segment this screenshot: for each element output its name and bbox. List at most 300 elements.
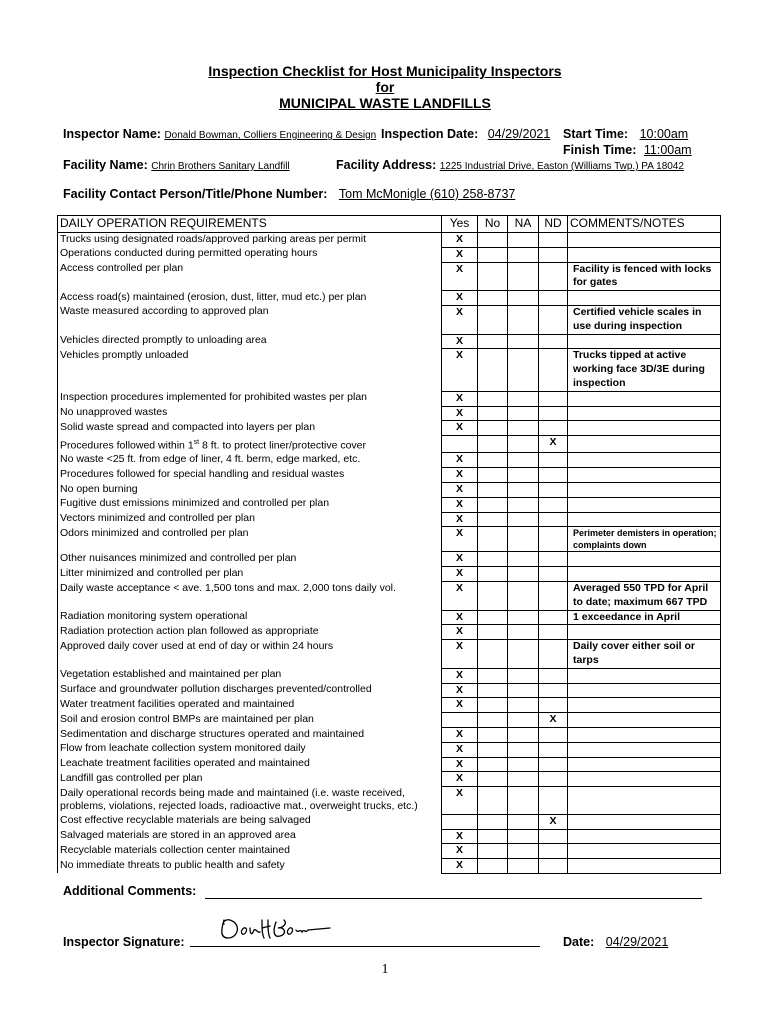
comment-cell <box>568 453 721 468</box>
mark-yes: X <box>442 787 478 815</box>
mark-nd <box>539 625 568 640</box>
requirement-text: Water treatment facilities operated and maintained <box>60 697 295 710</box>
requirement-cell <box>58 772 442 787</box>
mark-no <box>478 247 508 262</box>
comment-cell <box>568 742 721 757</box>
mark-na <box>508 772 539 787</box>
comment-cell <box>568 757 721 772</box>
mark-yes <box>442 436 478 453</box>
mark-no <box>478 391 508 406</box>
comment-cell <box>568 728 721 743</box>
mark-no <box>478 787 508 815</box>
mark-nd <box>539 582 568 611</box>
facility-name-row <box>63 158 290 172</box>
table-row <box>58 262 721 291</box>
mark-yes: X <box>442 772 478 787</box>
mark-no <box>478 829 508 844</box>
mark-no <box>478 814 508 829</box>
mark-yes: X <box>442 610 478 625</box>
requirement-text: Recyclable materials collection center maintained <box>60 843 290 856</box>
mark-yes: X <box>442 757 478 772</box>
mark-nd <box>539 640 568 669</box>
requirement-cell <box>58 698 442 713</box>
requirement-text: Other nuisances minimized and controlled per plan <box>60 551 297 564</box>
table-row <box>58 406 721 421</box>
comment-cell <box>568 829 721 844</box>
mark-yes: X <box>442 291 478 306</box>
col-nd: ND <box>539 216 568 233</box>
comment-cell <box>568 291 721 306</box>
comment-cell <box>568 625 721 640</box>
mark-yes: X <box>442 859 478 874</box>
mark-yes: X <box>442 421 478 436</box>
table-row <box>58 567 721 582</box>
requirement-text-tail: 8 ft. to protect liner/protective cover <box>199 439 367 452</box>
mark-yes: X <box>442 262 478 291</box>
mark-no <box>478 291 508 306</box>
mark-no <box>478 772 508 787</box>
mark-na <box>508 742 539 757</box>
requirement-cell <box>58 787 442 815</box>
requirement-text: Approved daily cover used at end of day or within 24 hours <box>60 639 334 652</box>
requirement-text: Daily waste acceptance < ave. 1,500 tons and max. 2,000 tons daily vol. <box>60 581 396 594</box>
additional-comments-label: Additional Comments: <box>63 884 197 898</box>
mark-nd <box>539 527 568 552</box>
requirement-cell <box>58 483 442 498</box>
requirement-cell <box>58 512 442 527</box>
requirement-text: Soil and erosion control BMPs are maintained per plan <box>60 712 314 725</box>
mark-no <box>478 683 508 698</box>
mark-no <box>478 567 508 582</box>
requirement-cell <box>58 291 442 306</box>
requirement-cell <box>58 814 442 829</box>
requirement-cell <box>58 742 442 757</box>
mark-no <box>478 421 508 436</box>
mark-yes: X <box>442 668 478 683</box>
requirement-text: Vehicles promptly unloaded <box>60 348 189 361</box>
mark-na <box>508 483 539 498</box>
requirement-text: Litter minimized and controlled per plan <box>60 566 244 579</box>
requirement-text: Vegetation established and maintained per plan <box>60 668 282 681</box>
mark-na <box>508 625 539 640</box>
table-row <box>58 610 721 625</box>
requirement-cell <box>58 406 442 421</box>
comment-cell: Facility is fenced with locks for gates <box>568 262 721 291</box>
mark-nd <box>539 497 568 512</box>
mark-na <box>508 391 539 406</box>
table-row <box>58 683 721 698</box>
mark-no <box>478 844 508 859</box>
mark-nd <box>539 728 568 743</box>
table-row <box>58 787 721 815</box>
mark-no <box>478 668 508 683</box>
mark-nd <box>539 757 568 772</box>
requirement-text: Access road(s) maintained (erosion, dust, litter, mud etc.) per plan <box>60 290 367 303</box>
mark-yes: X <box>442 453 478 468</box>
table-body <box>58 233 721 874</box>
requirement-text: Vectors minimized and controlled per plan <box>60 512 255 525</box>
requirement-text: No immediate threats to public health and safety <box>60 858 285 871</box>
start-time-value: 10:00am <box>639 127 689 141</box>
table-header-row <box>58 216 721 233</box>
inspector-name-value: Donald Bowman, Colliers Engineering & Design <box>164 130 377 141</box>
requirement-text: Surface and groundwater pollution discharges prevented/controlled <box>60 683 372 696</box>
comment-cell <box>568 713 721 728</box>
requirement-text: Landfill gas controlled per plan <box>60 771 203 784</box>
requirement-cell <box>58 391 442 406</box>
requirement-cell <box>58 610 442 625</box>
comment-cell <box>568 859 721 874</box>
mark-na <box>508 668 539 683</box>
requirement-text: Flow from leachate collection system monitored daily <box>60 742 306 755</box>
table-row <box>58 772 721 787</box>
table-row <box>58 349 721 391</box>
requirement-cell <box>58 713 442 728</box>
requirement-text: Trucks using designated roads/approved parking areas per permit <box>60 233 367 245</box>
mark-no <box>478 497 508 512</box>
table-row <box>58 698 721 713</box>
requirement-cell <box>58 567 442 582</box>
inspector-signature <box>218 914 338 946</box>
mark-na <box>508 757 539 772</box>
col-yes: Yes <box>442 216 478 233</box>
inspector-name-label: Inspector Name: <box>63 127 161 141</box>
comment-cell <box>568 552 721 567</box>
mark-yes: X <box>442 698 478 713</box>
mark-na <box>508 349 539 391</box>
mark-na <box>508 552 539 567</box>
inspection-date-row <box>381 127 556 141</box>
requirement-cell <box>58 233 442 248</box>
mark-nd <box>539 291 568 306</box>
comment-cell <box>568 567 721 582</box>
mark-no <box>478 552 508 567</box>
table-row <box>58 668 721 683</box>
requirement-cell <box>58 552 442 567</box>
table-row <box>58 728 721 743</box>
mark-yes: X <box>442 567 478 582</box>
signature-row <box>63 935 185 949</box>
mark-yes: X <box>442 552 478 567</box>
col-na: NA <box>508 216 539 233</box>
requirement-cell <box>58 421 442 436</box>
comment-cell <box>568 698 721 713</box>
mark-yes: X <box>442 349 478 391</box>
mark-yes: X <box>442 625 478 640</box>
mark-no <box>478 527 508 552</box>
start-time-label: Start Time: <box>563 127 629 141</box>
comment-cell <box>568 436 721 453</box>
mark-nd <box>539 610 568 625</box>
date-row <box>563 935 696 949</box>
mark-no <box>478 233 508 248</box>
comment-cell: Averaged 550 TPD for April to date; maximum 667 TPD <box>568 582 721 611</box>
mark-na <box>508 334 539 349</box>
table-row <box>58 391 721 406</box>
requirement-text: Leachate treatment facilities operated and maintained <box>60 757 310 770</box>
finish-time-label: Finish Time: <box>563 143 637 157</box>
mark-yes: X <box>442 844 478 859</box>
table-row <box>58 829 721 844</box>
mark-nd <box>539 305 568 334</box>
mark-yes <box>442 814 478 829</box>
comment-cell: Perimeter demisters in operation; complaints down <box>568 527 721 552</box>
table-row <box>58 527 721 552</box>
mark-no <box>478 610 508 625</box>
mark-no <box>478 262 508 291</box>
mark-nd <box>539 233 568 248</box>
requirement-cell <box>58 436 442 453</box>
mark-no <box>478 625 508 640</box>
requirement-cell <box>58 728 442 743</box>
table-row <box>58 291 721 306</box>
mark-nd <box>539 772 568 787</box>
table-row <box>58 512 721 527</box>
mark-na <box>508 859 539 874</box>
mark-na <box>508 247 539 262</box>
daily-operation-table <box>57 215 721 874</box>
mark-nd <box>539 698 568 713</box>
title-line2: for <box>375 79 395 95</box>
title-line1: Inspection Checklist for Host Municipality Inspectors <box>208 63 562 79</box>
additional-comments-row <box>63 884 196 898</box>
mark-no <box>478 728 508 743</box>
requirement-cell <box>58 683 442 698</box>
table-row <box>58 468 721 483</box>
requirement-cell <box>58 582 442 611</box>
mark-nd <box>539 512 568 527</box>
finish-time-row <box>563 143 696 157</box>
table-row <box>58 742 721 757</box>
additional-comments-line <box>205 898 702 899</box>
mark-nd <box>539 406 568 421</box>
table-row <box>58 844 721 859</box>
signature-label: Inspector Signature: <box>63 935 185 949</box>
table-row <box>58 453 721 468</box>
mark-yes: X <box>442 497 478 512</box>
mark-nd <box>539 683 568 698</box>
mark-no <box>478 640 508 669</box>
mark-nd: X <box>539 713 568 728</box>
table-row <box>58 713 721 728</box>
facility-address-row <box>336 158 684 172</box>
facility-address-value: 1225 Industrial Drive, Easton (Williams Twp.) PA 18042 <box>439 161 684 172</box>
requirement-text: No open burning <box>60 482 138 495</box>
table-row <box>58 625 721 640</box>
requirement-cell <box>58 247 442 262</box>
comment-cell: 1 exceedance in April <box>568 610 721 625</box>
inspection-date-label: Inspection Date: <box>381 127 479 141</box>
comment-cell <box>568 247 721 262</box>
requirement-cell <box>58 757 442 772</box>
mark-nd <box>539 552 568 567</box>
mark-nd <box>539 567 568 582</box>
mark-na <box>508 453 539 468</box>
comment-cell <box>568 233 721 248</box>
mark-yes: X <box>442 527 478 552</box>
mark-yes: X <box>442 742 478 757</box>
signature-line <box>190 946 540 947</box>
comment-cell <box>568 391 721 406</box>
mark-yes: X <box>442 582 478 611</box>
mark-na <box>508 468 539 483</box>
requirement-cell <box>58 844 442 859</box>
mark-na <box>508 262 539 291</box>
requirement-text: No waste <25 ft. from edge of liner, 4 ft. berm, edge marked, etc. <box>60 452 361 465</box>
comment-cell <box>568 844 721 859</box>
col-comments: COMMENTS/NOTES <box>568 216 721 233</box>
requirement-text: Odors minimized and controlled per plan <box>60 526 249 539</box>
mark-na <box>508 610 539 625</box>
requirement-cell <box>58 497 442 512</box>
mark-no <box>478 713 508 728</box>
mark-na <box>508 640 539 669</box>
mark-na <box>508 436 539 453</box>
mark-na <box>508 406 539 421</box>
mark-na <box>508 698 539 713</box>
col-requirements: DAILY OPERATION REQUIREMENTS <box>58 216 442 233</box>
comment-cell <box>568 483 721 498</box>
comment-cell <box>568 334 721 349</box>
mark-no <box>478 757 508 772</box>
title-line3: MUNICIPAL WASTE LANDFILLS <box>279 95 491 111</box>
mark-yes: X <box>442 233 478 248</box>
mark-yes: X <box>442 640 478 669</box>
mark-na <box>508 305 539 334</box>
requirement-text: Access controlled per plan <box>60 262 184 275</box>
table-row <box>58 497 721 512</box>
inspection-date-value: 04/29/2021 <box>487 127 551 141</box>
table-row <box>58 814 721 829</box>
requirement-text: Daily operational records being made and maintained (i.e. waste received, problems, violations, rejected loads, radioactive mat., overweight trucks, etc.) <box>60 786 418 813</box>
table-row <box>58 582 721 611</box>
requirement-text: Radiation protection action plan followed as appropriate <box>60 624 319 637</box>
requirement-cell <box>58 334 442 349</box>
requirement-text: Salvaged materials are stored in an approved area <box>60 829 296 842</box>
mark-yes: X <box>442 247 478 262</box>
page-number: 1 <box>381 962 389 977</box>
requirement-text: Sedimentation and discharge structures operated and maintained <box>60 727 365 740</box>
mark-no <box>478 483 508 498</box>
mark-na <box>508 582 539 611</box>
mark-no <box>478 742 508 757</box>
table-row <box>58 334 721 349</box>
requirement-text: Waste measured according to approved plan <box>60 305 269 318</box>
requirement-cell <box>58 453 442 468</box>
comment-cell: Certified vehicle scales in use during inspection <box>568 305 721 334</box>
facility-contact-label: Facility Contact Person/Title/Phone Number: <box>63 187 328 201</box>
requirement-cell <box>58 640 442 669</box>
mark-yes: X <box>442 683 478 698</box>
mark-yes: X <box>442 829 478 844</box>
requirement-cell <box>58 527 442 552</box>
mark-nd <box>539 468 568 483</box>
mark-nd <box>539 334 568 349</box>
start-time-row <box>563 127 698 141</box>
mark-na <box>508 787 539 815</box>
mark-no <box>478 349 508 391</box>
mark-na <box>508 814 539 829</box>
mark-yes: X <box>442 305 478 334</box>
comment-cell <box>568 787 721 815</box>
mark-no <box>478 468 508 483</box>
mark-na <box>508 829 539 844</box>
mark-no <box>478 698 508 713</box>
requirement-cell <box>58 668 442 683</box>
comment-cell: Trucks tipped at active working face 3D/3E during inspection <box>568 349 721 391</box>
mark-nd <box>539 829 568 844</box>
mark-nd <box>539 787 568 815</box>
comment-cell <box>568 814 721 829</box>
mark-yes <box>442 713 478 728</box>
inspector-name-row <box>63 127 376 141</box>
facility-name-label: Facility Name: <box>63 158 148 172</box>
requirement-text: Operations conducted during permitted operating hours <box>60 247 318 260</box>
comment-cell <box>568 497 721 512</box>
mark-yes: X <box>442 512 478 527</box>
facility-contact-value: Tom McMonigle (610) 258-8737 <box>338 187 516 201</box>
mark-yes: X <box>442 468 478 483</box>
mark-na <box>508 683 539 698</box>
comment-cell <box>568 668 721 683</box>
mark-no <box>478 406 508 421</box>
requirement-cell <box>58 859 442 874</box>
table-row <box>58 305 721 334</box>
table-row <box>58 757 721 772</box>
requirement-text: Vehicles directed promptly to unloading area <box>60 334 267 347</box>
mark-nd <box>539 349 568 391</box>
facility-contact-row <box>63 187 665 201</box>
requirement-text: Radiation monitoring system operational <box>60 610 248 623</box>
table-row <box>58 233 721 248</box>
requirement-text: Solid waste spread and compacted into layers per plan <box>60 420 316 433</box>
mark-na <box>508 728 539 743</box>
mark-nd <box>539 247 568 262</box>
mark-yes: X <box>442 334 478 349</box>
mark-nd <box>539 262 568 291</box>
table-row <box>58 859 721 874</box>
requirement-text: Cost effective recyclable materials are being salvaged <box>60 814 311 827</box>
requirement-cell <box>58 262 442 291</box>
mark-yes: X <box>442 391 478 406</box>
mark-no <box>478 859 508 874</box>
mark-yes: X <box>442 728 478 743</box>
mark-na <box>508 844 539 859</box>
requirement-cell <box>58 305 442 334</box>
date-value: 04/29/2021 <box>605 935 669 949</box>
mark-nd <box>539 453 568 468</box>
facility-name-value: Chrin Brothers Sanitary Landfill <box>151 161 290 172</box>
table-row <box>58 640 721 669</box>
mark-yes: X <box>442 483 478 498</box>
mark-nd <box>539 421 568 436</box>
comment-cell <box>568 512 721 527</box>
mark-no <box>478 436 508 453</box>
table-row <box>58 247 721 262</box>
mark-na <box>508 527 539 552</box>
table-row <box>58 436 721 453</box>
mark-no <box>478 582 508 611</box>
mark-na <box>508 421 539 436</box>
facility-address-label: Facility Address: <box>336 158 437 172</box>
mark-yes: X <box>442 406 478 421</box>
comment-cell <box>568 406 721 421</box>
mark-no <box>478 334 508 349</box>
mark-na <box>508 567 539 582</box>
mark-no <box>478 453 508 468</box>
mark-nd <box>539 844 568 859</box>
requirement-cell <box>58 829 442 844</box>
